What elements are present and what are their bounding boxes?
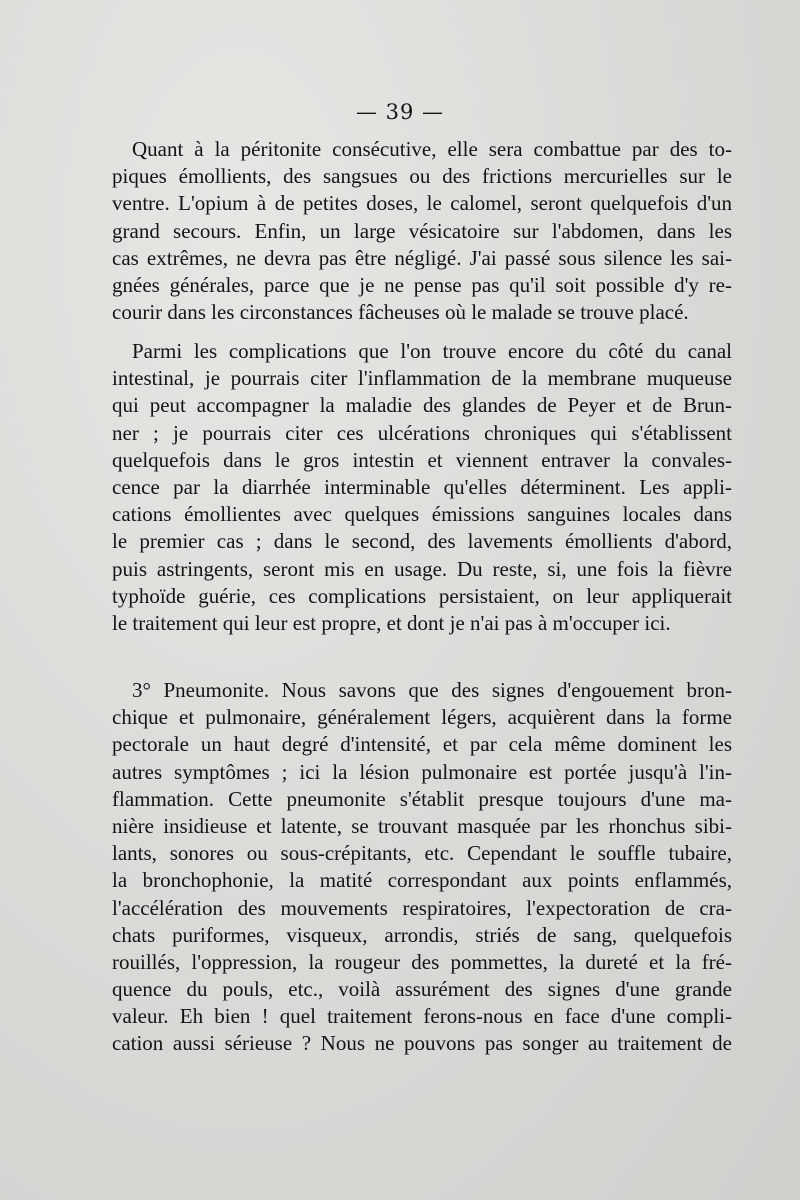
paragraph-peritonite — [112, 136, 732, 326]
text-line: cence par la diarrhée interminable qu'elles déterminent. Les appli- — [112, 474, 732, 499]
text-line: intestinal, je pourrais citer l'inflammation de la membrane muqueuse — [112, 366, 732, 391]
text-line: lants, sonores ou sous-crépitants, etc. Cependant le souffle tubaire, — [112, 841, 732, 866]
text-line: le premier cas ; dans le second, des lavements émollients d'abord, — [112, 529, 732, 554]
text-line: chique et pulmonaire, généralement légers, acquièrent dans la forme — [112, 705, 732, 730]
text-line: ventre. L'opium à de petites doses, le calomel, seront quelquefois d'un — [112, 191, 732, 216]
text-line: le traitement qui leur est propre, et dont je n'ai pas à m'occuper ici. — [112, 610, 671, 635]
text-line: grand secours. Enfin, un large vésicatoire sur l'abdomen, dans les — [112, 218, 732, 243]
text-line: flammation. Cette pneumonite s'établit presque toujours d'une ma- — [112, 786, 732, 811]
text-line: rouillés, l'oppression, la rougeur des pommettes, la dureté et la fré- — [112, 949, 732, 974]
text-line: quelquefois dans le gros intestin et viennent entraver la convales- — [112, 447, 732, 472]
text-line: Parmi les complications que l'on trouve encore du côté du canal — [132, 339, 732, 363]
text-line: Quant à la péritonite consécutive, elle sera combattue par des to- — [132, 137, 732, 161]
text-line: gnées générales, parce que je ne pense pas qu'il soit possible d'y re- — [112, 272, 732, 297]
text-line: pectorale un haut degré d'intensité, et par cela même dominent les — [112, 732, 732, 757]
text-line: ner ; je pourrais citer ces ulcérations chroniques qui s'établissent — [112, 420, 732, 445]
text-line: l'accélération des mouvements respiratoires, l'expectoration de cra- — [112, 895, 732, 920]
paragraph-pneumonite — [112, 677, 732, 1058]
text-line: chats puriformes, visqueux, arrondis, striés de sang, quelquefois — [112, 922, 732, 947]
text-line: piques émollients, des sangsues ou des frictions mercurielles sur le — [112, 164, 732, 189]
paragraph-complications — [112, 338, 732, 637]
text-line: puis astringents, seront mis en usage. Du reste, si, une fois la fièvre — [112, 556, 732, 581]
text-line: quence du pouls, etc., voilà assurément des signes d'une grande — [112, 977, 732, 1002]
text-line: cas extrêmes, ne devra pas être négligé. J'ai passé sous silence les sai- — [112, 245, 732, 270]
text-line: nière insidieuse et latente, se trouvant masquée par les rhonchus sibi- — [112, 813, 732, 838]
text-line: la bronchophonie, la matité correspondant aux points enflammés, — [112, 868, 732, 893]
text-line: 3° Pneumonite. Nous savons que des signes d'engouement bron- — [132, 678, 732, 702]
text-line: qui peut accompagner la maladie des glandes de Peyer et de Brun- — [112, 393, 732, 418]
text-line: valeur. Eh bien ! quel traitement ferons-nous en face d'une compli- — [112, 1004, 732, 1029]
text-line: courir dans les circonstances fâcheuses où le malade se trouve placé. — [112, 300, 689, 325]
page-number: — 39 — — [355, 100, 445, 124]
text-line: typhoïde guérie, ces complications persistaient, on leur appliquerait — [112, 583, 732, 608]
text-line: autres symptômes ; ici la lésion pulmonaire est portée jusqu'à l'in- — [112, 759, 732, 784]
text-line: cations émollientes avec quelques émissions sanguines locales dans — [112, 502, 732, 527]
text-line: cation aussi sérieuse ? Nous ne pouvons pas songer au traitement de — [112, 1031, 732, 1056]
